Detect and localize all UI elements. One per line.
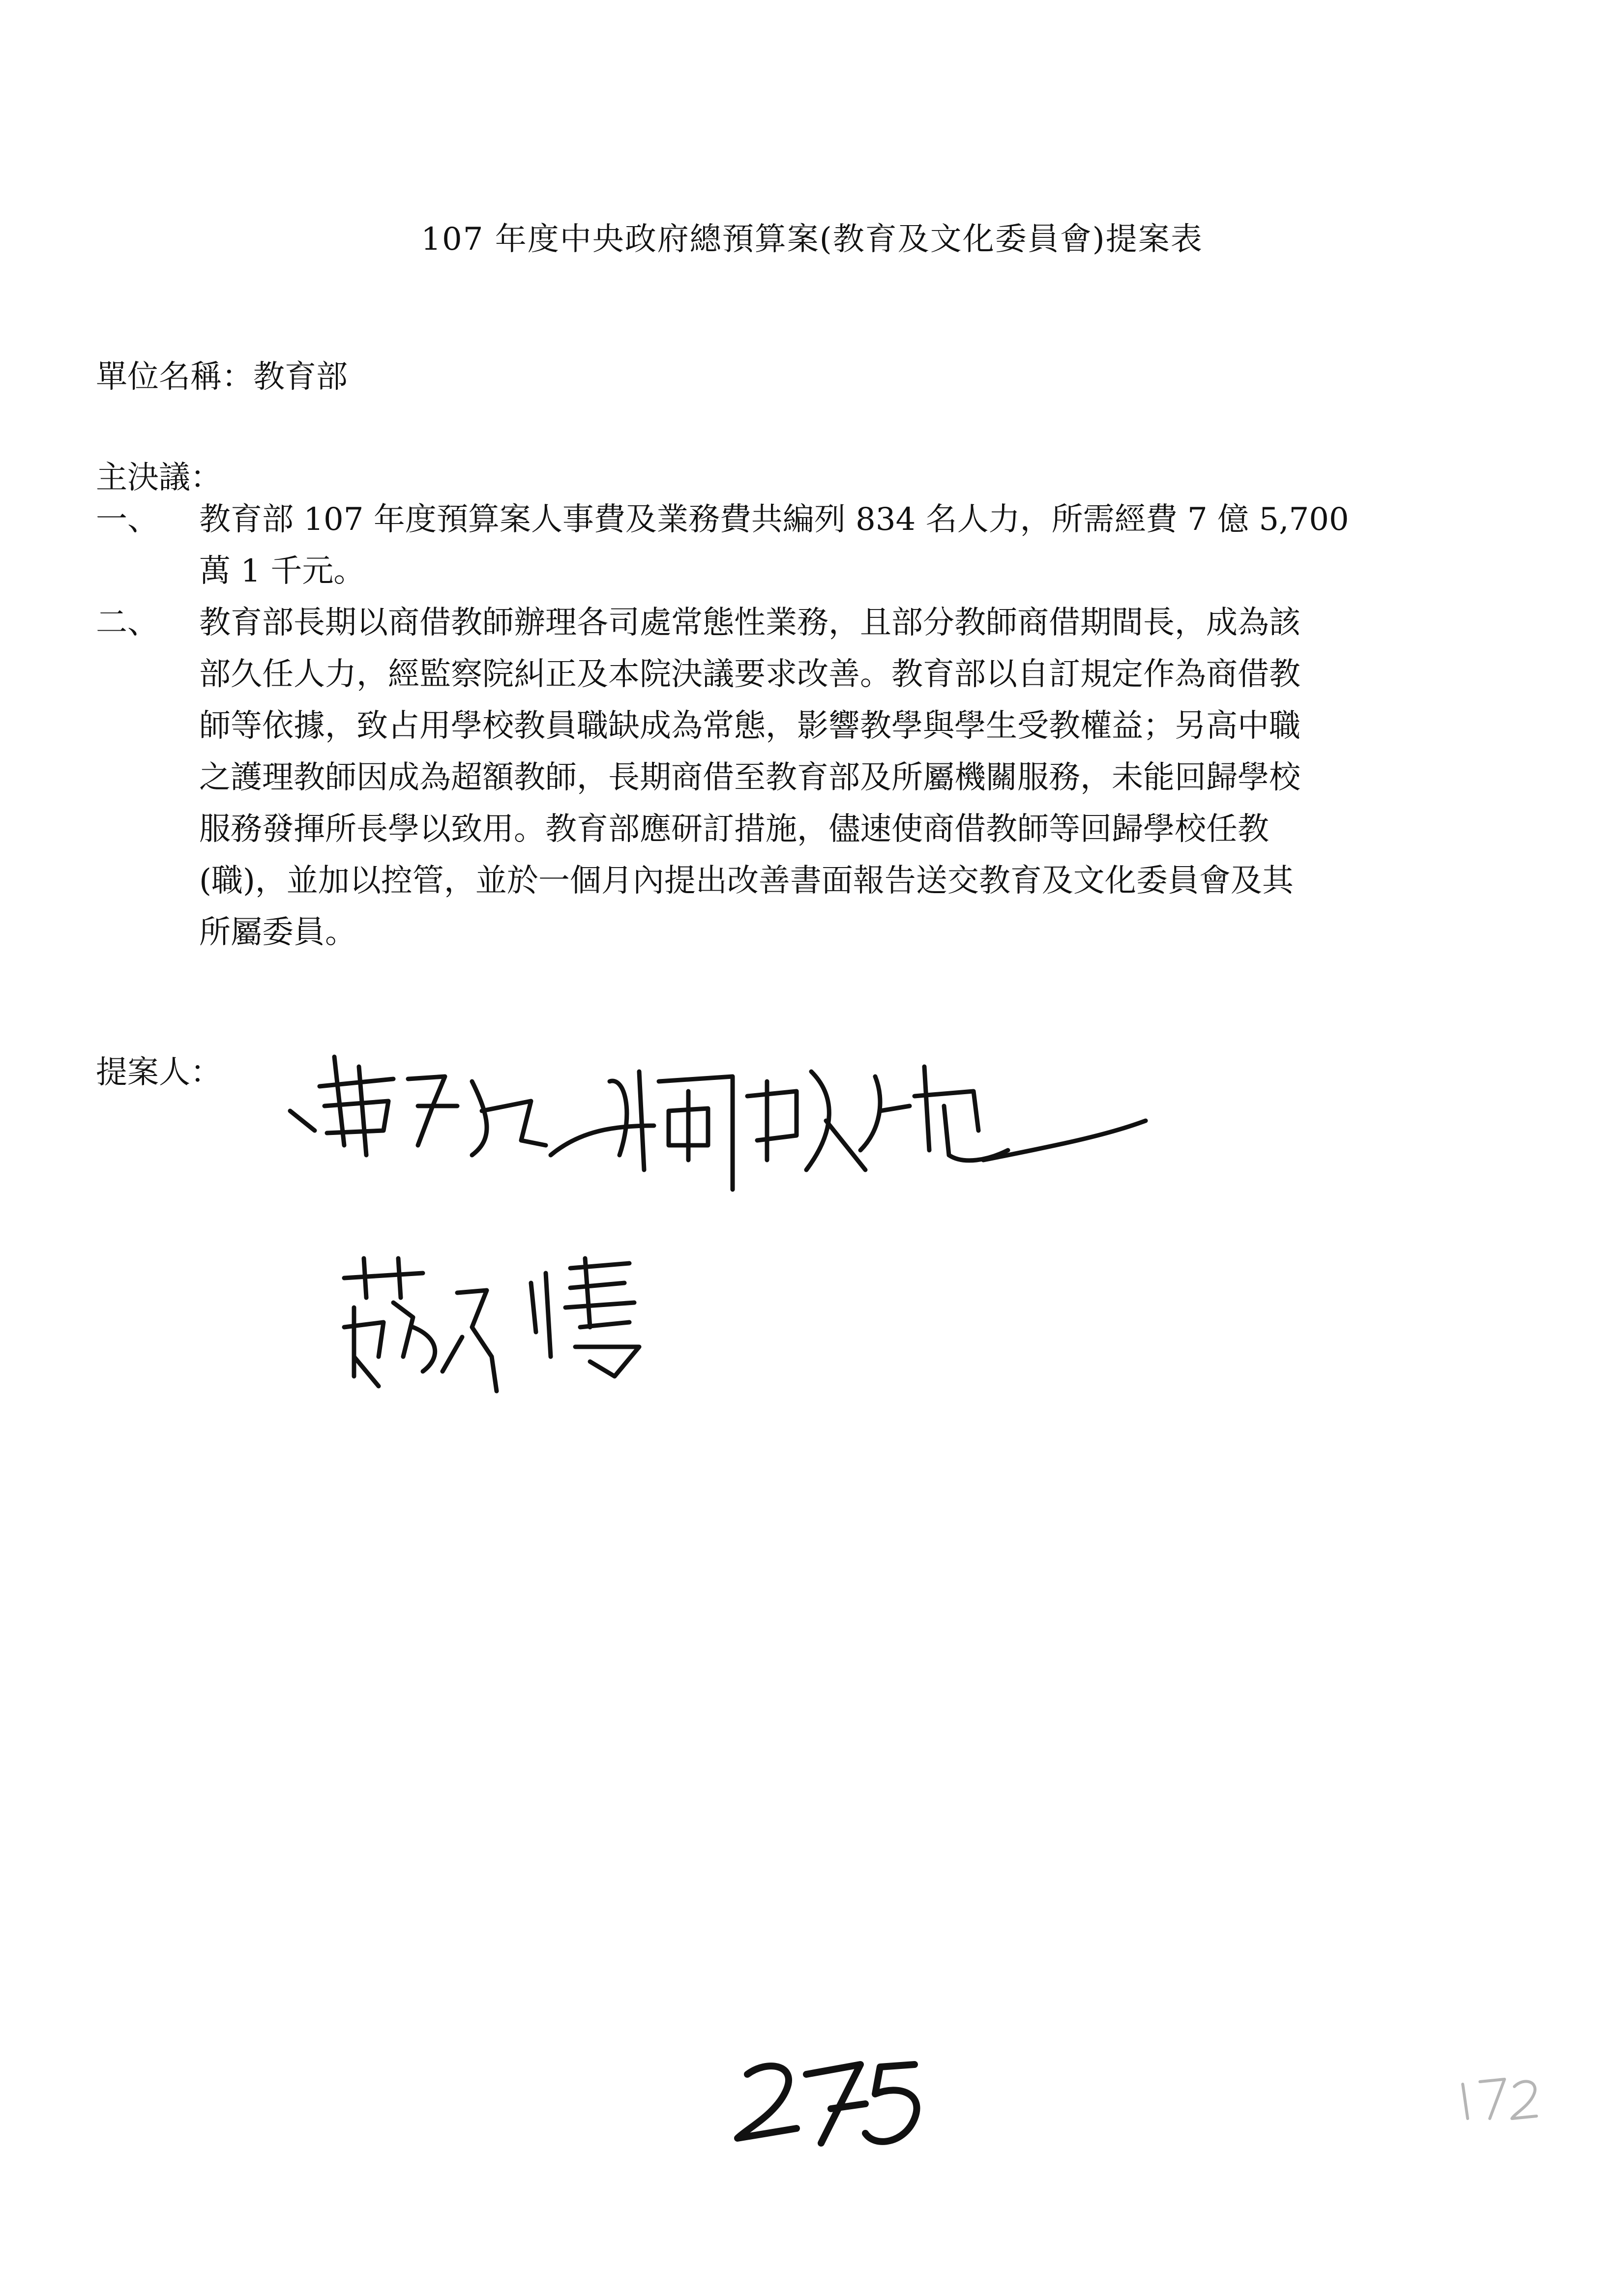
item-text [199,494,1522,597]
item-number: 一、 [96,501,159,538]
document-title: 107 年度中央政府總預算案(教育及文化委員會)提案表 [421,221,1203,258]
item-text [199,597,1522,959]
page-number-handwriting [738,2064,917,2143]
proposer-label: 提案人： [96,1054,222,1091]
item-line: 萬 1 千元。 [199,553,365,589]
item-number: 二、 [96,605,159,641]
item-line: (職)，並加以控管，並於一個月內提出改善書面報告送交教育及文化委員會及其 [199,863,1294,899]
corner-number-handwriting [1463,2079,1536,2119]
resolution-label: 主決議： [96,460,222,496]
signature-1 [290,1057,654,1155]
item-line: 教育部 107 年度預算案人事費及業務費共編列 834 名人力，所需經費 7 億 5,700 [199,501,1349,538]
unit-name: 單位名稱：教育部 [96,359,348,395]
item-line: 之護理教師因成為超額教師，長期商借至教育部及所屬機關服務，未能回歸學校 [199,759,1300,796]
signature-3 [344,1258,639,1391]
signature-2 [610,1067,1146,1190]
item-line: 服務發揮所長學以致用。教育部應研訂措施，儘速使商借教師等回歸學校任教 [199,811,1269,847]
item-line: 教育部長期以商借教師辦理各司處常態性業務，且部分教師商借期間長，成為該 [199,605,1300,641]
item-line: 師等依據，致占用學校教員職缺成為常態，影響教學與學生受教權益；另高中職 [199,708,1300,744]
item-line: 部久任人力，經監察院糾正及本院決議要求改善。教育部以自訂規定作為商借教 [199,656,1300,693]
item-line: 所屬委員。 [199,914,356,951]
